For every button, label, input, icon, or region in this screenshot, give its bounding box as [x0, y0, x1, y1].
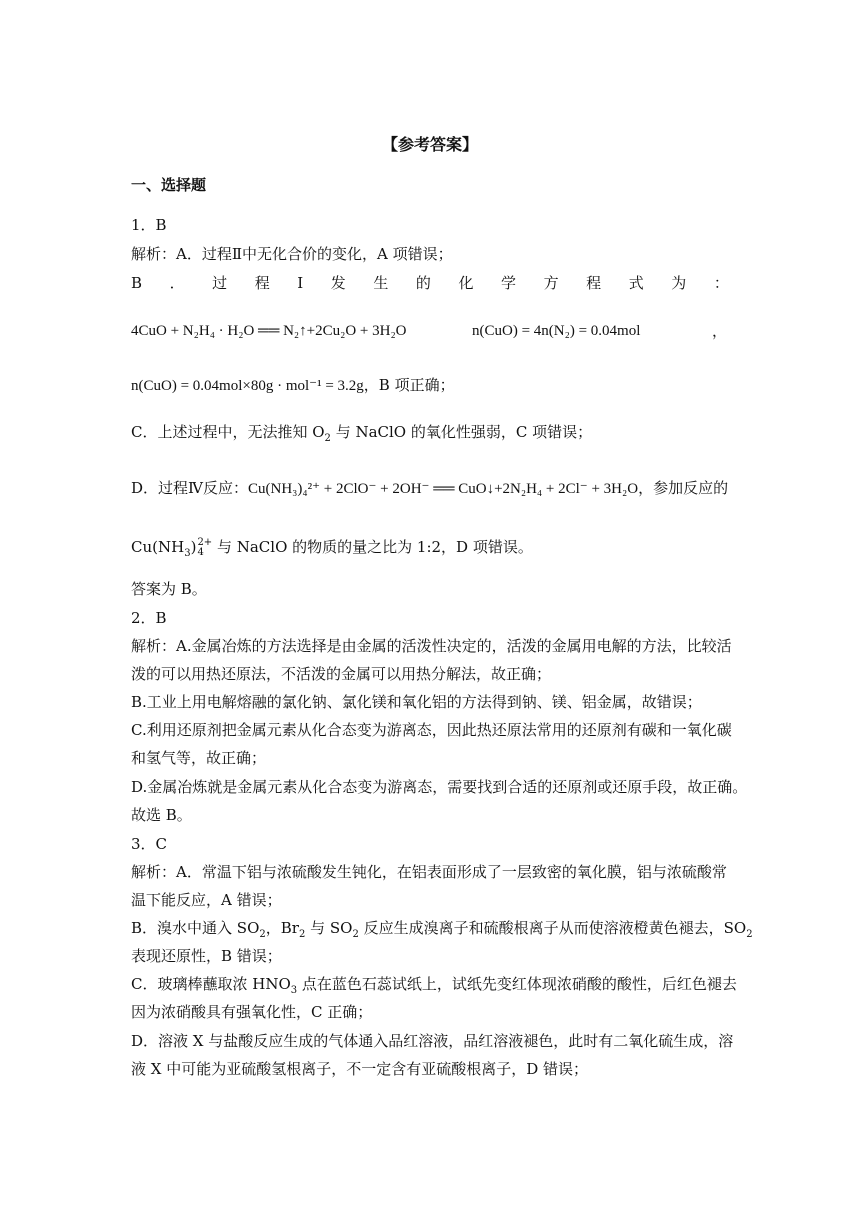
q3-option-d-2: 液 X 中可能为亚硫酸氢根离子，不一定含有亚硫酸根离子，D 错误；: [131, 1060, 589, 1078]
q1-option-b-char: 式: [628, 274, 644, 292]
q3-option-c-1: C．玻璃棒蘸取浓 $HNO_3$ 点在蓝色石蕊试纸上，试纸先变红体现浓硝酸的酸性，后红色褪去: [131, 975, 737, 996]
q1-number: 1．B: [131, 216, 167, 234]
q1-option-b-char: 程: [586, 274, 602, 292]
q1-option-d-rest: ，参加反应的: [638, 479, 729, 497]
q2-option-c-2: 和氢气等，故正确；: [131, 749, 267, 767]
q3-option-c-2: 因为浓硝酸具有强氧化性，C 正确；: [131, 1003, 373, 1021]
q1-equation-3-tail: ，B 项正确；: [363, 376, 455, 394]
q3-option-d-1: D．溶液 X 与盐酸反应生成的气体通入品红溶液，品红溶液褪色，此时有二氧化硫生成，溶: [131, 1032, 734, 1050]
q1-option-d-cont-text: Cu(NH: [131, 538, 185, 556]
q1-option-b-char: I: [297, 274, 304, 292]
q1-option-b-char: 程: [254, 274, 270, 292]
q2-option-d-2: 故选 B。: [131, 806, 192, 824]
q3-number: 3．C: [131, 835, 168, 853]
q3-option-b-text: B．溴水中通入 SO: [131, 919, 260, 937]
q1-option-b-char: 为: [671, 274, 687, 292]
q3-option-c-text: C．玻璃棒蘸取浓 HNO: [131, 975, 291, 993]
q1-option-d: [131, 477, 729, 500]
q1-equation-1: 4CuO + N₂H₄ · H₂O ══ N₂↑+2Cu₂O + 3H₂O: [131, 323, 407, 339]
q1-option-b-char: ．: [169, 274, 185, 292]
q1-option-c-text: C．上述过程中，无法推知 O: [131, 423, 325, 441]
q1-option-c-sub: 2: [324, 433, 331, 444]
q3-option-a-2: 温下能反应，A 错误；: [131, 891, 282, 909]
q1-option-d-text: D．过程Ⅳ反应：: [131, 479, 249, 497]
q3-option-b-part3: 反应生成溴离子和硫酸根离子从而使溶液橙黄色褪去，SO: [358, 919, 747, 937]
q1-equation-3-line: [131, 374, 729, 397]
q1-option-b-char: ：: [713, 274, 729, 292]
q3-option-b-part1: ，Br: [265, 919, 299, 937]
q1-option-c-rest: 与 NaClO 的氧化性强弱，C 项错误；: [330, 423, 593, 441]
q3-option-a-1: 解析：A．常温下铝与浓硫酸发生钝化，在铝表面形成了一层致密的氧化膜，铝与浓硫酸常: [131, 863, 727, 881]
q1-option-b-char: 化: [458, 274, 474, 292]
q3-option-b-2: 表现还原性，B 错误；: [131, 947, 282, 965]
q1-equation-2: n(CuO) = 4n(N₂) = 0.04mol: [472, 323, 641, 339]
q2-number: 2．B: [131, 609, 167, 627]
q1-option-b-char: 的: [415, 274, 431, 292]
q3-option-b-part2: 与 SO: [305, 919, 353, 937]
q1-option-b-char: 生: [373, 274, 389, 292]
q1-option-b-char: 发: [330, 274, 346, 292]
q1-option-b-char: B: [131, 274, 143, 292]
q3-option-c-rest: 点在蓝色石蕊试纸上，试纸先变红体现浓硝酸的酸性，后红色褪去: [297, 975, 737, 993]
q1-option-c: [131, 421, 729, 443]
q1-option-b-char: 过: [212, 274, 228, 292]
q1-answer: 答案为 B。: [131, 580, 207, 598]
q2-option-b: B.工业上用电解熔融的氯化钠、氯化镁和氧化铝的方法得到钠、镁、铝金属，故错误；: [131, 693, 702, 711]
q1-option-a: 解析：A．过程Ⅱ中无化合价的变化，A 项错误；: [131, 245, 453, 263]
q3-option-b-1: B．溴水中通入 $SO_2$，$Br_2$ 与 $SO_2$ 反应生成溴离子和硫酸根离子从而使溶液橙黄色褪去，$SO_2$: [131, 919, 753, 940]
q2-option-a-2: 泼的可以用热还原法，不活泼的金属可以用热分解法，故正确；: [131, 665, 552, 683]
q1-option-d-equation: Cu(NH₃)₄²⁺ + 2ClO⁻ + 2OH⁻ ══ CuO↓+2N₂H₄ + 2Cl⁻ + 3H₂O: [248, 481, 639, 497]
q1-option-b-char: 学: [501, 274, 517, 292]
page-title: 【参考答案】: [381, 135, 478, 154]
q1-option-b-char: 方: [543, 274, 559, 292]
q1-option-b-intro: [131, 272, 729, 294]
q2-option-a-1: 解析：A.金属冶炼的方法选择是由金属的活泼性决定的，活泼的金属用电解的方法，比较活: [131, 637, 732, 655]
q2-option-d-1: D.金属冶炼就是金属元素从化合态变为游离态，需要找到合适的还原剂或还原手段，故正确。: [131, 778, 748, 796]
q1-option-d-cont-rest: 与 NaClO 的物质的量之比为 1:2，D 项错误。: [212, 538, 533, 556]
q2-option-c-1: C.利用还原剂把金属元素从化合态变为游离态，因此热还原法常用的还原剂有碳和一氧化碳: [131, 721, 732, 739]
q1-equation-3: n(CuO) = 0.04mol×80g · mol⁻¹ = 3.2g: [131, 378, 364, 394]
q1-option-d-cont: $Cu(NH_3)$ 2+ 4 与 NaClO 的物质的量之比为 1:2，D 项错误。: [131, 537, 533, 559]
section-heading: 一、选择题: [131, 176, 207, 194]
q1-equation-2-tail: ，: [712, 322, 728, 340]
